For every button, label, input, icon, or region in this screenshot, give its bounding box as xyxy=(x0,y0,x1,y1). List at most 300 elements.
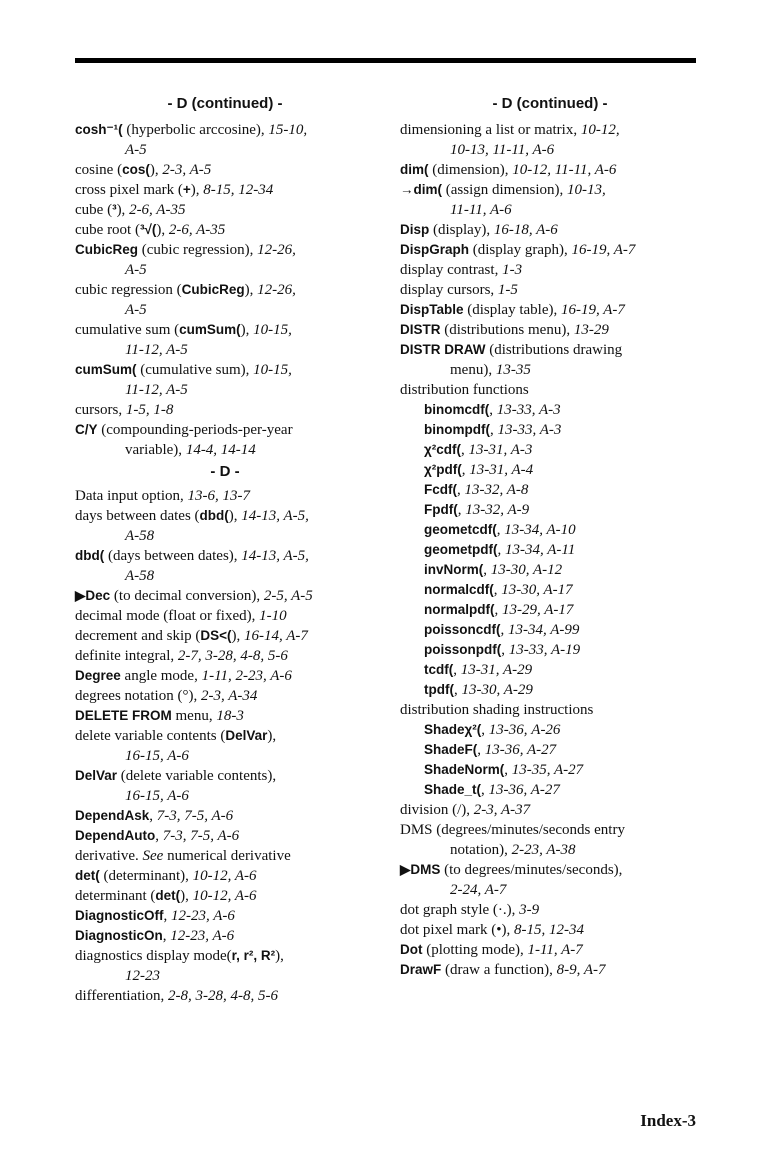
entry-page-refs: 13-34, A-11 xyxy=(505,542,576,558)
entry-page-refs: A-58 xyxy=(125,568,155,584)
index-entry xyxy=(400,340,700,380)
index-entry xyxy=(75,546,375,586)
entry-text: ), xyxy=(240,322,254,338)
entry-keyword: ³ xyxy=(112,202,117,217)
entry-page-refs: A-5 xyxy=(125,302,147,318)
entry-text: ), xyxy=(149,162,163,178)
entry-text: , xyxy=(496,522,505,538)
entry-text: cursors, xyxy=(75,402,126,418)
entry-keyword: ▶DMS xyxy=(400,862,441,877)
index-entry xyxy=(75,646,375,666)
entry-page-refs: 18-3 xyxy=(216,708,244,724)
entry-text: determinant ( xyxy=(75,888,156,904)
index-entry xyxy=(400,920,700,940)
entry-page-refs: A-58 xyxy=(125,528,155,544)
entry-text: days between dates ( xyxy=(75,508,200,524)
entry-keyword: cumSum( xyxy=(179,322,241,337)
index-entry xyxy=(75,486,375,506)
entry-page-refs: 13-31, A-4 xyxy=(469,462,534,478)
entry-menu-name: DISTR DRAW xyxy=(400,342,486,357)
entry-keyword: det( xyxy=(155,888,181,903)
entry-text: DMS (degrees/minutes/seconds entry xyxy=(400,822,625,838)
entry-page-refs: 13-36, A-26 xyxy=(488,722,561,738)
entry-continuation xyxy=(400,200,700,220)
index-entry xyxy=(75,586,375,606)
entry-continuation xyxy=(75,300,375,320)
entry-page-refs: 1-11, A-7 xyxy=(527,942,583,958)
entry-page-refs: 14-4, 14-14 xyxy=(185,442,256,458)
entry-text: ), xyxy=(116,202,130,218)
index-entry xyxy=(75,866,375,886)
index-subentry xyxy=(400,760,700,780)
entry-page-refs: 11-11, A-6 xyxy=(450,202,512,218)
entry-text: cube root ( xyxy=(75,222,140,238)
entry-page-refs: 13-6, 13-7 xyxy=(187,488,250,504)
index-entry xyxy=(400,380,700,400)
entry-text: , xyxy=(155,828,163,844)
top-rule xyxy=(75,58,696,63)
entry-text: differentiation, xyxy=(75,988,169,1004)
entry-continuation xyxy=(75,526,375,546)
entry-page-refs: 14-13, A-5, xyxy=(241,508,309,524)
entry-text: variable), xyxy=(125,442,186,458)
entry-keyword: DiagnosticOff xyxy=(75,908,164,923)
index-entry xyxy=(75,320,375,360)
entry-keyword: Dot xyxy=(400,942,423,957)
index-subentry xyxy=(400,560,700,580)
index-entry xyxy=(75,506,375,546)
entry-text: ), xyxy=(156,222,169,238)
index-entry xyxy=(400,220,700,240)
entry-keyword: dbd( xyxy=(75,548,105,563)
index-subentry xyxy=(400,720,700,740)
entry-page-refs: 2-24, A-7 xyxy=(450,882,507,898)
entry-text: decimal mode (float or fixed), xyxy=(75,608,260,624)
entry-text: decrement and skip ( xyxy=(75,628,201,644)
index-subentry xyxy=(400,520,700,540)
entry-text: (distributions menu), xyxy=(440,322,574,338)
entry-text: cumulative sum ( xyxy=(75,322,180,338)
entry-page-refs: 12-23, A-6 xyxy=(171,908,235,924)
entry-page-refs: 13-33, A-3 xyxy=(497,422,562,438)
entry-text: ), xyxy=(267,728,277,744)
index-subentry xyxy=(400,660,700,680)
entry-text: (delete variable contents), xyxy=(117,768,277,784)
entry-page-refs: 13-35, A-27 xyxy=(511,762,584,778)
entry-text: distribution functions xyxy=(400,382,529,398)
entry-page-refs: 15-10, xyxy=(268,122,308,138)
entry-text: (to degrees/minutes/seconds), xyxy=(440,862,623,878)
entry-continuation xyxy=(75,966,375,986)
right-entry-list xyxy=(400,120,700,980)
entry-page-refs: 11-12, A-5 xyxy=(125,382,188,398)
index-entry xyxy=(75,946,375,986)
entry-keyword: r, r², R² xyxy=(231,948,276,963)
index-entry xyxy=(75,120,375,160)
entry-menu-name: DISTR xyxy=(400,322,441,337)
entry-continuation xyxy=(400,360,700,380)
entry-text: menu, xyxy=(171,708,217,724)
entry-keyword: DelVar xyxy=(225,728,268,743)
entry-text: ), xyxy=(231,628,245,644)
entry-text: , xyxy=(494,602,502,618)
entry-text: ), xyxy=(228,508,242,524)
entry-text: (assign dimension), xyxy=(442,182,567,198)
entry-text: , xyxy=(453,662,461,678)
index-entry xyxy=(75,986,375,1006)
entry-text: (hyperbolic arccosine), xyxy=(122,122,269,138)
index-entry xyxy=(75,686,375,706)
entry-keyword: Fpdf( xyxy=(424,502,458,517)
entry-text: dimensioning a list or matrix, xyxy=(400,122,581,138)
entry-text: (cubic regression), xyxy=(138,242,258,258)
index-subentry xyxy=(400,620,700,640)
entry-keyword: ShadeNorm( xyxy=(424,762,505,777)
left-entry-list xyxy=(75,120,375,1006)
entry-see-reference: See xyxy=(142,848,164,864)
index-entry xyxy=(75,240,375,280)
entry-text: cosine ( xyxy=(75,162,123,178)
entry-keyword: C/Y xyxy=(75,422,98,437)
entry-text: , xyxy=(461,462,470,478)
entry-continuation xyxy=(400,140,700,160)
index-entry xyxy=(75,926,375,946)
entry-keyword: geometpdf( xyxy=(424,542,498,557)
entry-text: , xyxy=(457,482,465,498)
entry-text: , xyxy=(497,542,505,558)
index-subentry xyxy=(400,540,700,560)
entry-keyword: det( xyxy=(75,868,100,883)
index-entry xyxy=(400,280,700,300)
entry-page-refs: 7-3, 7-5, A-6 xyxy=(156,808,234,824)
entry-page-refs: 12-23 xyxy=(125,968,160,984)
index-entry xyxy=(75,280,375,320)
entry-keyword: + xyxy=(182,182,191,197)
entry-page-refs: 10-15, xyxy=(253,322,292,338)
entry-text: dot graph style (·.), xyxy=(400,902,520,918)
entry-page-refs: 10-15, xyxy=(253,362,292,378)
entry-page-refs: 13-33, A-3 xyxy=(496,402,561,418)
entry-page-refs: 13-31, A-29 xyxy=(460,662,533,678)
entry-keyword: DrawF xyxy=(400,962,442,977)
index-subentry xyxy=(400,480,700,500)
entry-keyword: Shade_t( xyxy=(424,782,482,797)
entry-text: ), xyxy=(275,948,284,964)
entry-keyword: invNorm( xyxy=(424,562,484,577)
entry-text: distribution shading instructions xyxy=(400,702,594,718)
entry-keyword: cosh⁻¹( xyxy=(75,122,123,137)
index-entry xyxy=(400,320,700,340)
index-subentry xyxy=(400,400,700,420)
entry-text: division (/), xyxy=(400,802,474,818)
entry-text: cross pixel mark ( xyxy=(75,182,183,198)
entry-page-refs: 1-10 xyxy=(259,608,287,624)
index-entry xyxy=(75,726,375,766)
entry-text: display cursors, xyxy=(400,282,498,298)
index-entry xyxy=(400,260,700,280)
entry-page-refs: 2-3, A-5 xyxy=(162,162,212,178)
entry-text: (days between dates), xyxy=(104,548,242,564)
entry-page-refs: 13-33, A-19 xyxy=(508,642,581,658)
entry-keyword: geometcdf( xyxy=(424,522,497,537)
entry-page-refs: 10-12, A-6 xyxy=(192,888,257,904)
entry-page-refs: 13-32, A-8 xyxy=(464,482,529,498)
entry-page-refs: 16-18, A-6 xyxy=(493,222,558,238)
entry-text: (cumulative sum), xyxy=(136,362,254,378)
entry-continuation xyxy=(75,786,375,806)
entry-keyword: dim( xyxy=(400,162,429,177)
index-entry xyxy=(75,606,375,626)
entry-page-refs: 8-15, 12-34 xyxy=(513,922,584,938)
entry-text: degrees notation (°), xyxy=(75,688,201,704)
entry-page-refs: 1-5 xyxy=(497,282,518,298)
entry-page-refs: 13-29 xyxy=(573,322,609,338)
index-subentry xyxy=(400,420,700,440)
entry-page-refs: 13-29, A-17 xyxy=(502,602,574,618)
entry-keyword: poissonpdf( xyxy=(424,642,502,657)
entry-keyword: Fcdf( xyxy=(424,482,457,497)
index-subentry xyxy=(400,460,700,480)
entry-page-refs: A-5 xyxy=(125,142,147,158)
index-subentry xyxy=(400,640,700,660)
entry-page-refs: 13-36, A-27 xyxy=(488,782,560,798)
index-entry xyxy=(400,800,700,820)
entry-page-refs: 10-13, xyxy=(567,182,606,198)
entry-text: angle mode, xyxy=(120,668,202,684)
index-entry xyxy=(75,766,375,806)
entry-page-refs: 10-12, A-6 xyxy=(192,868,257,884)
index-entry xyxy=(75,626,375,646)
entry-keyword: normalpdf( xyxy=(424,602,495,617)
index-subentry xyxy=(400,740,700,760)
index-entry xyxy=(75,666,375,686)
entry-keyword: ▶Dec xyxy=(75,588,111,603)
entry-text: cubic regression ( xyxy=(75,282,182,298)
entry-keyword: χ²cdf( xyxy=(424,442,462,457)
entry-page-refs: 1-11, 2-23, A-6 xyxy=(201,668,292,684)
entry-text: derivative. xyxy=(75,848,143,864)
entry-page-refs: 10-12, 11-11, A-6 xyxy=(512,162,617,178)
entry-keyword: DispTable xyxy=(400,302,464,317)
entry-text: , xyxy=(493,582,502,598)
entry-page-refs: 13-36, A-27 xyxy=(484,742,557,758)
index-entry xyxy=(400,960,700,980)
entry-keyword: binomcdf( xyxy=(424,402,490,417)
entry-text: (dimension), xyxy=(428,162,513,178)
entry-keyword: ShadeF( xyxy=(424,742,478,757)
left-column xyxy=(75,94,375,1006)
index-entry xyxy=(400,240,700,260)
index-entry xyxy=(400,160,700,180)
entry-text: (display), xyxy=(429,222,494,238)
index-entry xyxy=(400,820,700,860)
entry-keyword: DependAuto xyxy=(75,828,156,843)
index-entry xyxy=(75,826,375,846)
entry-page-refs: 2-7, 3-28, 4-8, 5-6 xyxy=(177,648,288,664)
entry-page-refs: 13-34, A-99 xyxy=(508,622,580,638)
entry-page-refs: 13-30, A-17 xyxy=(501,582,573,598)
index-entry xyxy=(400,700,700,720)
entry-page-refs: 12-26, xyxy=(257,282,296,298)
entry-keyword: Disp xyxy=(400,222,430,237)
entry-continuation xyxy=(75,746,375,766)
entry-page-refs: 2-3, A-34 xyxy=(200,688,258,704)
entry-text: , xyxy=(481,722,489,738)
entry-text: (determinant), xyxy=(99,868,193,884)
entry-page-refs: 14-13, A-5, xyxy=(241,548,309,564)
entry-text: cube ( xyxy=(75,202,113,218)
index-entry xyxy=(75,846,375,866)
entry-keyword: Degree xyxy=(75,668,121,683)
entry-text: diagnostics display mode( xyxy=(75,948,232,964)
entry-text: , xyxy=(489,422,498,438)
left-column-heading: - D (continued) - xyxy=(167,95,283,112)
page-folio: Index-3 xyxy=(640,1111,696,1130)
entry-page-refs: 16-15, A-6 xyxy=(125,788,189,804)
index-entry xyxy=(75,180,375,200)
entry-text: (to decimal conversion), xyxy=(110,588,264,604)
index-entry xyxy=(75,886,375,906)
entry-page-refs: 13-30, A-12 xyxy=(490,562,563,578)
entry-keyword: χ²pdf( xyxy=(424,462,462,477)
entry-page-refs: 13-34, A-10 xyxy=(504,522,576,538)
entry-text: dot pixel mark (•), xyxy=(400,922,514,938)
entry-text: , xyxy=(500,622,508,638)
entry-text: (draw a function), xyxy=(441,962,557,978)
entry-text: ), xyxy=(190,182,204,198)
index-entry xyxy=(75,906,375,926)
entry-text: , xyxy=(489,402,497,418)
index-entry xyxy=(400,120,700,160)
index-entry xyxy=(75,806,375,826)
entry-text: delete variable contents ( xyxy=(75,728,226,744)
right-column xyxy=(400,94,700,980)
entry-continuation xyxy=(400,880,700,900)
entry-text: ), xyxy=(244,282,258,298)
entry-text: (compounding-periods-per-year xyxy=(97,422,293,438)
entry-page-refs: 2-3, A-37 xyxy=(473,802,531,818)
index-subentry xyxy=(400,600,700,620)
entry-page-refs: 2-6, A-35 xyxy=(168,222,226,238)
entry-page-refs: 1-3 xyxy=(502,262,523,278)
index-entry xyxy=(400,300,700,320)
entry-text: , xyxy=(504,762,512,778)
entry-page-refs: 2-23, A-38 xyxy=(511,842,576,858)
entry-page-refs: 16-15, A-6 xyxy=(125,748,189,764)
entry-keyword: DispGraph xyxy=(400,242,470,257)
entry-page-refs: 13-35 xyxy=(495,362,531,378)
index-entry xyxy=(75,160,375,180)
entry-text: , xyxy=(483,562,491,578)
entry-page-refs: 16-19, A-7 xyxy=(571,242,636,258)
index-entry xyxy=(75,360,375,400)
entry-text: display contrast, xyxy=(400,262,503,278)
entry-continuation xyxy=(400,840,700,860)
entry-continuation xyxy=(75,140,375,160)
entry-menu-name: DELETE FROM xyxy=(75,708,172,723)
entry-text: definite integral, xyxy=(75,648,178,664)
index-entry xyxy=(75,400,375,420)
entry-keyword: dbd( xyxy=(199,508,229,523)
entry-page-refs: 10-13, 11-11, A-6 xyxy=(450,142,555,158)
entry-page-refs: 10-12, xyxy=(580,122,620,138)
entry-text: menu), xyxy=(450,362,496,378)
entry-keyword: DependAsk xyxy=(75,808,150,823)
entry-page-refs: 12-23, A-6 xyxy=(170,928,235,944)
entry-page-refs: 2-5, A-5 xyxy=(263,588,313,604)
index-subentry xyxy=(400,780,700,800)
entry-page-refs: 16-19, A-7 xyxy=(561,302,625,318)
index-subentry xyxy=(400,440,700,460)
entry-text: (distributions drawing xyxy=(485,342,623,358)
entry-text: , xyxy=(457,502,466,518)
entry-text: , xyxy=(453,682,462,698)
entry-keyword: ³√( xyxy=(139,222,157,237)
entry-text: , xyxy=(163,908,172,924)
entry-continuation xyxy=(75,440,375,460)
index-entry xyxy=(75,420,375,460)
entry-page-refs: 7-3, 7-5, A-6 xyxy=(162,828,240,844)
entry-keyword: DS<( xyxy=(200,628,232,643)
entry-text: Data input option, xyxy=(75,488,188,504)
entry-continuation xyxy=(75,566,375,586)
entry-page-refs: 13-31, A-3 xyxy=(468,442,533,458)
entry-page-refs: A-5 xyxy=(125,262,147,278)
entry-page-refs: 1-5, 1-8 xyxy=(125,402,174,418)
entry-text: numerical derivative xyxy=(163,848,291,864)
right-column-heading: - D (continued) - xyxy=(492,95,608,112)
entry-keyword: CubicReg xyxy=(75,242,139,257)
index-subentry xyxy=(400,680,700,700)
entry-text: notation), xyxy=(450,842,512,858)
index-subentry xyxy=(400,580,700,600)
entry-page-refs: 8-9, A-7 xyxy=(556,962,606,978)
entry-page-refs: 11-12, A-5 xyxy=(125,342,188,358)
entry-page-refs: 8-15, 12-34 xyxy=(203,182,274,198)
entry-continuation xyxy=(75,380,375,400)
index-subentry xyxy=(400,500,700,520)
entry-text: , xyxy=(481,782,489,798)
entry-text: , xyxy=(149,808,157,824)
entry-text: , xyxy=(501,642,509,658)
entry-keyword: DiagnosticOn xyxy=(75,928,163,943)
index-entry xyxy=(75,706,375,726)
entry-text: (display table), xyxy=(463,302,561,318)
entry-text: , xyxy=(461,442,469,458)
index-entry xyxy=(400,860,700,900)
entry-continuation xyxy=(75,260,375,280)
entry-continuation xyxy=(75,340,375,360)
entry-page-refs: 16-14, A-7 xyxy=(244,628,308,644)
entry-keyword: tpdf( xyxy=(424,682,454,697)
entry-keyword: poissoncdf( xyxy=(424,622,501,637)
index-entry xyxy=(400,940,700,960)
index-entry xyxy=(400,900,700,920)
entry-keyword: binompdf( xyxy=(424,422,490,437)
entry-keyword: cumSum( xyxy=(75,362,137,377)
entry-page-refs: 12-26, xyxy=(257,242,296,258)
index-entry xyxy=(75,200,375,220)
entry-text: (display graph), xyxy=(469,242,572,258)
entry-page-refs: 2-6, A-35 xyxy=(129,202,186,218)
entry-keyword: tcdf( xyxy=(424,662,454,677)
index-entry xyxy=(400,180,700,220)
section-heading: - D - xyxy=(210,463,240,480)
entry-text: , xyxy=(477,742,485,758)
entry-keyword: CubicReg xyxy=(181,282,245,297)
index-entry xyxy=(75,220,375,240)
entry-keyword: normalcdf( xyxy=(424,582,494,597)
